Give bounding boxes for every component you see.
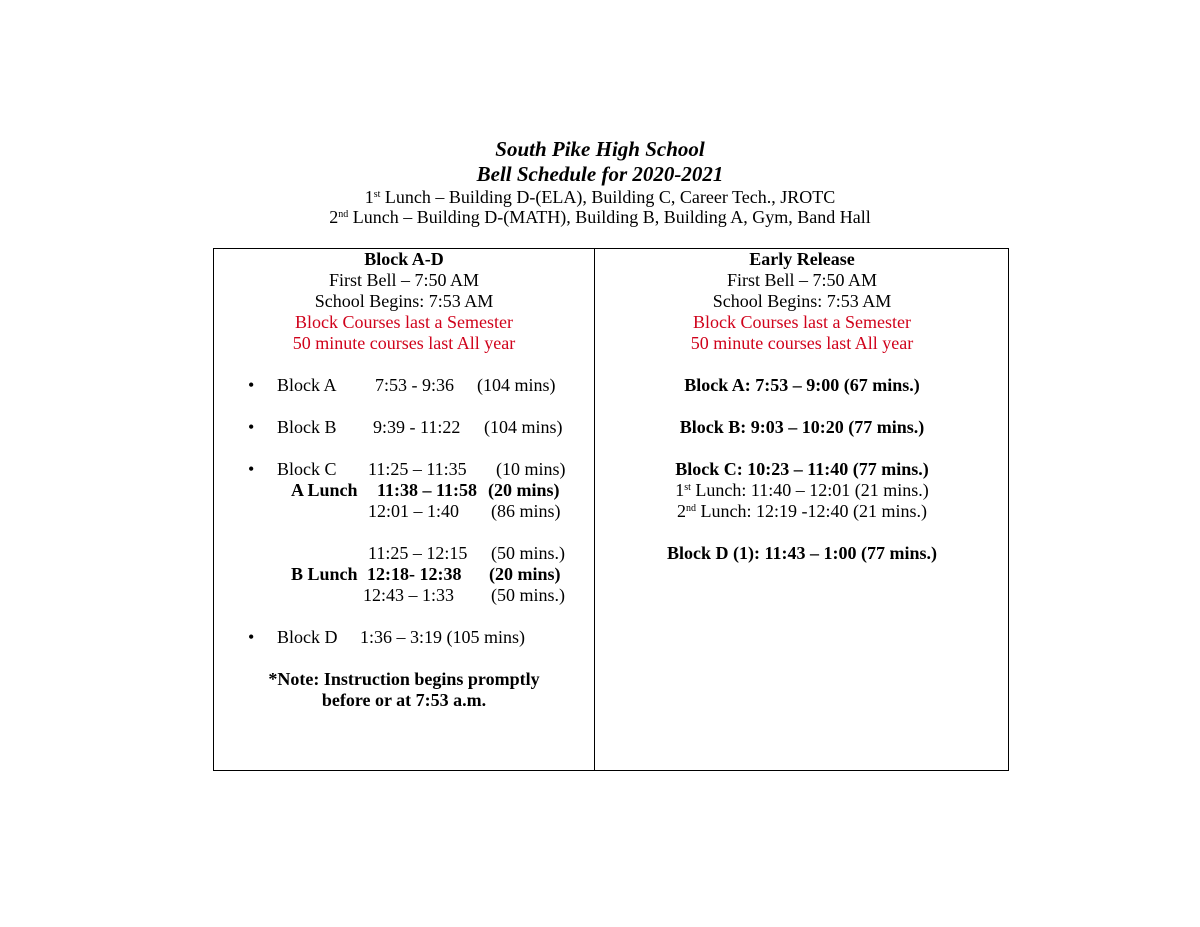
left-school-begins: School Begins: 7:53 AM — [314, 291, 494, 311]
first-lunch-num: 1 — [364, 187, 374, 207]
right-first-bell: First Bell – 7:50 AM — [726, 270, 878, 290]
block-c-time: 11:25 – 11:35 — [368, 459, 467, 479]
early-block-d: Block D (1): 11:43 – 1:00 (77 mins.) — [667, 543, 937, 563]
document-header — [0, 137, 1200, 227]
left-first-bell: First Bell – 7:50 AM — [328, 270, 480, 290]
block-c-duration: (10 mins) — [496, 459, 566, 479]
bullet-icon: • — [248, 375, 255, 395]
second-lunch-sup: nd — [338, 209, 349, 220]
block-a-name: Block A — [277, 375, 337, 395]
first-lunch-buildings — [0, 187, 1200, 207]
early-release-column — [595, 249, 1009, 770]
block-a-d-column — [214, 249, 594, 770]
b-lunch-label: B Lunch — [291, 564, 358, 584]
instruction-note-line2: before or at 7:53 a.m. — [321, 690, 487, 710]
left-50-minute-note: 50 minute courses last All year — [292, 333, 516, 353]
second-lunch-text: Lunch – Building D-(MATH), Building B, Building A, Gym, Band Hall — [348, 207, 871, 227]
second-lunch-num: 2 — [329, 207, 339, 227]
first-lunch-sup: st — [373, 189, 381, 200]
block-b-duration: (104 mins) — [484, 417, 563, 437]
early-block-c: Block C: 10:23 – 11:40 (77 mins.) — [675, 459, 929, 479]
block-b-time: 9:39 - 11:22 — [373, 417, 461, 437]
first-lunch-text: Lunch – Building D-(ELA), Building C, Career Tech., JROTC — [380, 187, 836, 207]
left-block-courses-note: Block Courses last a Semester — [295, 312, 513, 332]
early-release-heading: Early Release — [749, 249, 855, 269]
early-second-lunch-num: 2 — [677, 501, 686, 521]
b-lunch-before-time: 11:25 – 12:15 — [368, 543, 468, 563]
b-lunch-time: 12:18- 12:38 — [367, 564, 462, 584]
block-b-name: Block B — [277, 417, 337, 437]
right-block-courses-note: Block Courses last a Semester — [693, 312, 911, 332]
b-lunch-after-duration: (50 mins.) — [491, 585, 565, 605]
early-second-lunch-sup: nd — [686, 503, 696, 514]
block-d-time: 1:36 – 3:19 (105 mins) — [360, 627, 525, 647]
b-lunch-duration: (20 mins) — [489, 564, 561, 584]
early-block-a: Block A: 7:53 – 9:00 (67 mins.) — [684, 375, 920, 395]
a-lunch-time: 11:38 – 11:58 — [377, 480, 478, 500]
school-name: South Pike High School — [495, 137, 705, 161]
block-a-time: 7:53 - 9:36 — [375, 375, 454, 395]
block-a-duration: (104 mins) — [477, 375, 556, 395]
a-lunch-label: A Lunch — [291, 480, 358, 500]
bullet-icon: • — [248, 459, 255, 479]
right-50-minute-note: 50 minute courses last All year — [690, 333, 914, 353]
b-lunch-before-duration: (50 mins.) — [491, 543, 565, 563]
early-first-lunch — [595, 480, 1009, 501]
schedule-title: Bell Schedule for 2020-2021 — [476, 162, 724, 186]
bullet-icon: • — [248, 627, 255, 647]
a-lunch-after-duration: (86 mins) — [491, 501, 561, 521]
block-c-name: Block C — [277, 459, 337, 479]
block-d-name: Block D — [277, 627, 338, 647]
instruction-note-line1: *Note: Instruction begins promptly — [268, 669, 540, 689]
early-second-lunch-text: Lunch: 12:19 -12:40 (21 mins.) — [696, 501, 927, 521]
second-lunch-buildings — [0, 207, 1200, 227]
b-lunch-after-time: 12:43 – 1:33 — [363, 585, 455, 605]
a-lunch-after-time: 12:01 – 1:40 — [368, 501, 460, 521]
schedule-table — [213, 248, 1009, 771]
a-lunch-duration: (20 mins) — [488, 480, 560, 500]
bullet-icon: • — [248, 417, 255, 437]
early-first-lunch-sup: st — [684, 482, 691, 493]
block-a-d-heading: Block A-D — [364, 249, 444, 269]
early-second-lunch — [595, 501, 1009, 522]
early-first-lunch-text: Lunch: 11:40 – 12:01 (21 mins.) — [690, 480, 929, 500]
right-school-begins: School Begins: 7:53 AM — [712, 291, 892, 311]
early-first-lunch-num: 1 — [675, 480, 685, 500]
early-block-b: Block B: 9:03 – 10:20 (77 mins.) — [679, 417, 925, 437]
